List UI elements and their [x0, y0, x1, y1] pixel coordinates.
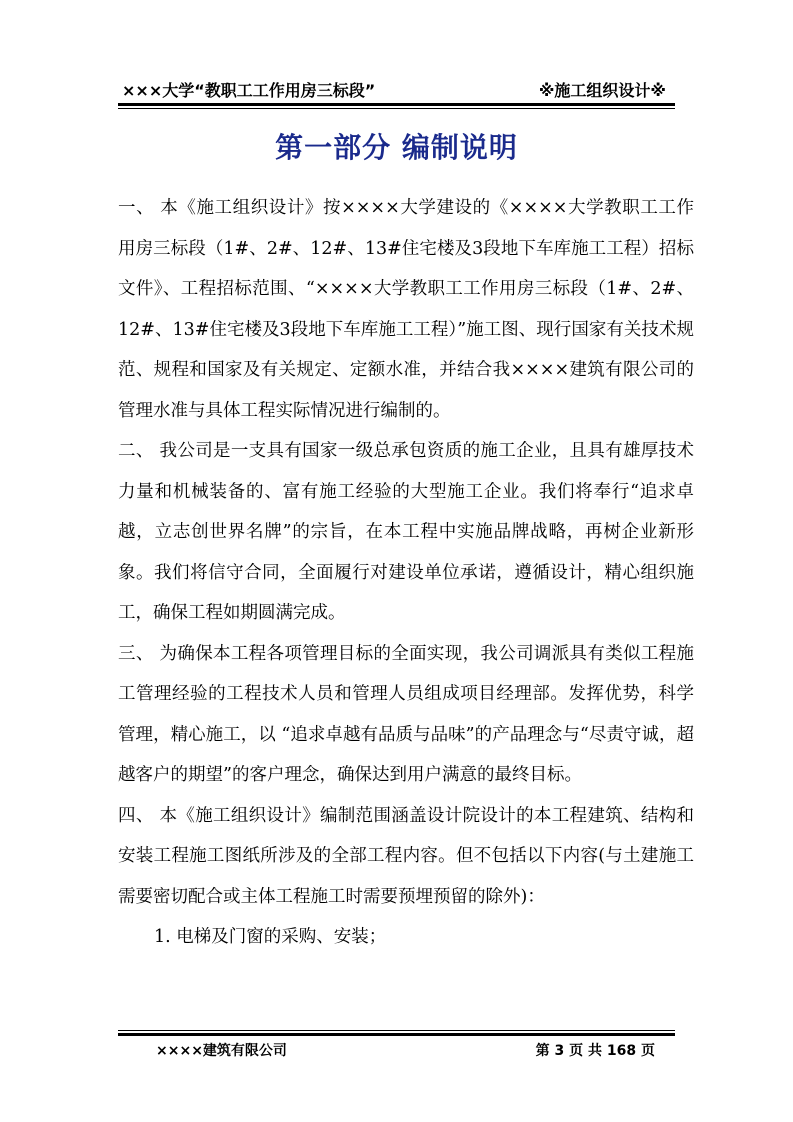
footer-company: ××××建筑有限公司 [156, 1043, 287, 1059]
header-rule-thick [118, 103, 675, 106]
paragraph-2: 二、 我公司是一支具有国家一级总承包资质的施工企业，且具有雄厚技术力量和机械装备的、富有施工经验的大型施工企业。我们将奉行“追求卓越，立志创世界名牌”的宗旨，在本工程中实施品牌战略，再树企业新形象。我们将信守合同，全面履行对建设单位承诺，遵循设计，精心组织施工，确保工程如期圆满完成。 [118, 441, 694, 623]
header-project-title: ×××大学“教职工工作用房三标段” [122, 81, 376, 100]
section-title: 第一部分 编制说明 [275, 131, 518, 164]
header-document-type: ※施工组织设计※ [538, 81, 666, 100]
paragraph-3: 三、 为确保本工程各项管理目标的全面实现，我公司调派具有类似工程施工管理经验的工程技术人员和管理人员组成项目经理部。发挥优势，科学管理，精心施工，以 “追求卓越有品质与品味”的产品理念与“尽责守诚，超越客户的期望”的客户理念，确保达到用户满意的最终目标。 [118, 643, 694, 785]
page-header [118, 76, 675, 100]
header-rule-thin [118, 108, 675, 109]
footer-rule-thick [118, 1033, 675, 1036]
list-item-1: 1. 电梯及门窗的采购、安装； [154, 927, 387, 947]
paragraph-4: 四、 本《施工组织设计》编制范围涵盖设计院设计的本工程建筑、结构和安装工程施工图纸所涉及的全部工程内容。但不包括以下内容(与土建施工需要密切配合或主体工程施工时需要预埋预留的除外)： [118, 805, 694, 907]
page-footer [118, 1040, 675, 1062]
footer-rule-thin [118, 1030, 675, 1031]
paragraph-1: 一、 本《施工组织设计》按××××大学建设的《××××大学教职工工作用房三标段（1#、2#、12#、13#住宅楼及3段地下车库施工工程）招标文件》、工程招标范围、“××××大学教职工工作用房三标段（1#、2#、12#、13#住宅楼及3段地下车库施工工程）”施工图、现行国家有关技术规范、规程和国家及有关规定、定额水准，并结合我××××建筑有限公司的管理水准与具体工程实际情况进行编制的。 [118, 198, 694, 421]
footer-page-number: 第 3 页 共 168 页 [535, 1043, 655, 1059]
body-text [118, 188, 694, 958]
